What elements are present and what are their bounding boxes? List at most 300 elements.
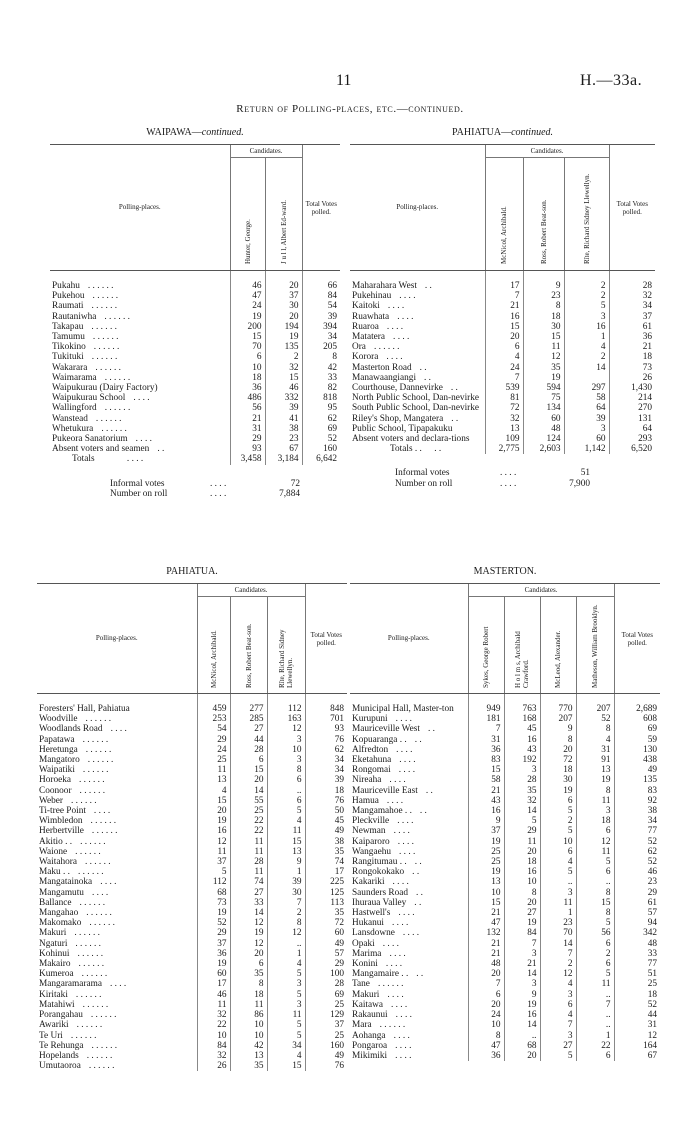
total-votes-cell: 76 — [305, 735, 347, 745]
candidate-votes-cell: 6 — [468, 990, 504, 1000]
polling-place-cell — [350, 877, 468, 887]
waipawa-title — [50, 127, 340, 138]
polling-place-cell — [350, 403, 485, 413]
polling-place-name: Mangamaire . . — [352, 969, 409, 980]
candidate-votes-cell: 3 — [267, 755, 305, 765]
polling-place-name: Raumati — [52, 301, 84, 312]
candidate-votes-cell: 43 — [468, 796, 504, 806]
leader-dots: . . . . — [395, 1040, 412, 1051]
table-row — [350, 735, 660, 745]
leader-dots: . . . . — [386, 321, 404, 332]
roll-label: Number on roll — [110, 489, 168, 500]
polling-place-name: Waione — [39, 846, 68, 857]
total-votes-cell: 35 — [305, 908, 347, 918]
table-row — [350, 271, 655, 292]
polling-place-cell — [37, 765, 197, 775]
candidate-votes-cell: 6 — [576, 867, 614, 877]
candidate-votes-cell: 594 — [523, 383, 564, 393]
page-title: Return of Polling-places, etc.—continued. — [236, 103, 464, 115]
candidate-votes-cell: 8 — [267, 765, 305, 775]
leader-dots: . . . . . . — [104, 403, 131, 414]
table-row — [37, 928, 347, 938]
candidate-votes-cell: 15 — [468, 898, 504, 908]
candidate-votes-cell: 20 — [504, 898, 540, 908]
leader-dots: . . . . — [500, 468, 517, 479]
candidate-votes-cell: 5 — [504, 816, 540, 826]
table-row — [37, 735, 347, 745]
candidate-votes-cell: 34 — [267, 1041, 305, 1051]
total-votes-cell: 46 — [614, 867, 660, 877]
polling-place-cell — [350, 724, 468, 734]
polling-place-cell — [37, 1000, 197, 1010]
candidate-votes-cell: 297 — [564, 383, 609, 393]
polling-place-name: Akitio . . — [39, 836, 73, 847]
candidate-votes-cell: 15 — [576, 898, 614, 908]
polling-place-name: Weber — [39, 795, 64, 806]
table-row — [350, 322, 655, 332]
leader-dots: . . — [425, 785, 433, 796]
total-votes-cell: 394 — [302, 322, 340, 332]
polling-place-name: Hamua — [352, 795, 379, 806]
polling-place-name: Ihuraua Valley — [352, 897, 407, 908]
table-row — [350, 1010, 660, 1020]
polling-place-cell — [37, 979, 197, 989]
leader-dots: . . . . — [393, 826, 410, 837]
table-row — [37, 1051, 347, 1061]
table-row — [350, 857, 660, 867]
total-votes-cell: 69 — [302, 424, 340, 434]
candidate-votes-cell: 12 — [576, 837, 614, 847]
leader-dots: . . — [451, 413, 459, 424]
polling-place-cell — [350, 816, 468, 826]
candidate-votes-cell: 18 — [523, 312, 564, 322]
leader-dots: . . . . — [390, 999, 408, 1010]
total-votes-cell: 52 — [614, 857, 660, 867]
polling-place-cell — [350, 271, 485, 292]
candidate-votes-cell: 2 — [265, 352, 302, 362]
leader-dots: . . . . — [397, 816, 414, 827]
candidate-votes-cell: 207 — [540, 714, 576, 724]
table-row — [350, 301, 655, 311]
polling-place-name: Porangahau — [39, 1010, 83, 1021]
candidate-votes-cell: 73 — [197, 898, 230, 908]
candidate-votes-cell: 7 — [540, 949, 576, 959]
polling-place-name: Waitahora — [39, 857, 77, 868]
leader-dots: . . — [419, 362, 427, 373]
table-row — [350, 1041, 660, 1051]
informal-value: 72 — [290, 478, 300, 489]
candidate-votes-cell: 2 — [564, 352, 609, 362]
total-votes-cell: 160 — [305, 1041, 347, 1051]
polling-places-header: Polling-places. — [350, 584, 468, 694]
candidate-votes-cell: 29 — [197, 735, 230, 745]
polling-place-cell — [37, 898, 197, 908]
polling-place-name: Ballance — [39, 897, 72, 908]
candidate-votes-cell: 6 — [576, 959, 614, 969]
total-votes-cell: 23 — [614, 877, 660, 887]
polling-place-cell — [350, 301, 485, 311]
candidate-votes-cell: 27 — [230, 724, 267, 734]
candidate-votes-cell: .. — [576, 877, 614, 887]
polling-place-cell — [50, 424, 230, 434]
informal-label: Informal votes — [110, 478, 165, 489]
polling-place-cell — [350, 775, 468, 785]
candidate-votes-cell: 20 — [468, 1000, 504, 1010]
polling-place-name: Marima — [352, 948, 382, 959]
candidate-votes-cell: 200 — [230, 322, 265, 332]
candidate-votes-cell: 16 — [564, 322, 609, 332]
leader-dots: . . . . — [389, 948, 406, 959]
candidate-votes-cell: 13 — [230, 1051, 267, 1061]
leader-dots: . . . . — [397, 836, 414, 847]
total-votes-cell: 44 — [614, 1010, 660, 1020]
polling-place-cell — [350, 786, 468, 796]
table-row — [350, 898, 660, 908]
waipawa-title-text: WAIPAWA— — [146, 127, 202, 138]
candidate-votes-cell: 7 — [504, 939, 540, 949]
candidate-votes-cell: 11 — [523, 342, 564, 352]
candidate-votes-cell: 192 — [504, 755, 540, 765]
leader-dots: . . — [424, 372, 432, 383]
candidate-votes-cell: 6 — [485, 342, 523, 352]
candidate-votes-cell: 19 — [197, 816, 230, 826]
polling-place-name: Public School, Tipapakuku — [352, 423, 453, 434]
polling-place-name: Pongaroa — [352, 1040, 388, 1051]
polling-place-name: Rangitumau . . — [352, 857, 407, 868]
candidate-votes-cell: 5 — [540, 826, 576, 836]
candidate-votes-cell: 24 — [468, 1010, 504, 1020]
total-votes-cell: 25 — [305, 1000, 347, 1010]
table-row — [350, 826, 660, 836]
candidate-votes-cell: 12 — [267, 724, 305, 734]
candidate-votes-cell: 14 — [504, 969, 540, 979]
leader-dots: . . . . . . — [91, 301, 118, 312]
total-votes-cell: 125 — [305, 888, 347, 898]
polling-place-name: Matahiwi — [39, 999, 75, 1010]
polling-place-cell — [50, 383, 230, 393]
polling-place-cell — [350, 765, 468, 775]
candidate-votes-cell: 43 — [504, 745, 540, 755]
leader-dots: . . — [414, 734, 422, 745]
table-row — [37, 775, 347, 785]
candidate-votes-cell: 14 — [230, 908, 267, 918]
leader-dots: . . . . . . — [87, 281, 114, 291]
candidate-votes-cell: 47 — [468, 918, 504, 928]
table-row — [37, 837, 347, 847]
totals-text: Totals — [72, 454, 95, 465]
polling-place-cell — [50, 393, 230, 403]
candidate-votes-cell: 29 — [504, 826, 540, 836]
polling-place-cell — [350, 959, 468, 969]
polling-place-name: Pukehinau — [352, 291, 392, 302]
table-row — [50, 291, 340, 301]
table-row — [50, 444, 340, 454]
candidate-votes-cell: 21 — [468, 949, 504, 959]
candidate-name: McLeod, Alexander. — [554, 630, 562, 688]
candidate-votes-cell: 32 — [504, 796, 540, 806]
total-votes-cell: 34 — [302, 332, 340, 342]
polling-place-name: Kaiparoro — [352, 836, 390, 847]
polling-place-cell — [50, 332, 230, 342]
candidate-header — [540, 597, 576, 694]
candidate-votes-cell: 10 — [197, 1031, 230, 1041]
candidate-votes-cell: 10 — [230, 363, 265, 373]
table-row — [50, 312, 340, 322]
total-votes-cell: 225 — [305, 877, 347, 887]
candidate-votes-cell: 5 — [267, 1020, 305, 1030]
table-row — [37, 990, 347, 1000]
polling-place-cell — [37, 724, 197, 734]
candidate-votes-cell: 6 — [576, 826, 614, 836]
candidate-votes-cell: 8 — [576, 888, 614, 898]
candidate-votes-cell: 112 — [197, 877, 230, 887]
table-row — [350, 291, 655, 301]
leader-dots: . . . . . . — [85, 714, 112, 725]
polling-place-name: Foresters' Hall, Pahiatua — [39, 704, 130, 714]
number-on-roll-row — [395, 479, 655, 490]
leader-dots: . . . . — [91, 887, 109, 898]
total-votes-cell: 49 — [305, 939, 347, 949]
candidate-votes-cell: 1 — [267, 867, 305, 877]
candidate-votes-cell: 3 — [564, 424, 609, 434]
candidate-votes-cell: 3 — [267, 1000, 305, 1010]
leader-dots: . . — [419, 806, 427, 817]
candidate-votes-cell: 207 — [576, 694, 614, 715]
total-votes-header: Total Votes polled. — [302, 145, 340, 271]
candidate-votes-cell: 27 — [504, 908, 540, 918]
total-votes-cell: 205 — [302, 342, 340, 352]
leader-dots: . . . . — [393, 1030, 410, 1041]
polling-place-cell — [350, 291, 485, 301]
polling-place-cell — [350, 847, 468, 857]
candidate-votes-cell: 24 — [230, 301, 265, 311]
candidate-name: Ross, Robert Beat-son. — [244, 623, 253, 688]
masterton-table — [350, 583, 660, 1061]
candidate-votes-cell: 47 — [230, 291, 265, 301]
masterton-title: MASTERTON. — [473, 566, 537, 577]
candidate-votes-cell: 7 — [468, 724, 504, 734]
candidate-name: Rîte, Richard Sidney Llewellyn. — [582, 173, 591, 264]
total-votes-cell: 76 — [305, 1061, 347, 1071]
polling-place-name: Waipukurau School — [52, 393, 126, 404]
polling-places-header: Polling-places. — [50, 145, 230, 271]
table-row — [50, 363, 340, 373]
candidate-votes-cell: 39 — [564, 414, 609, 424]
table-row — [350, 939, 660, 949]
leader-dots: . . . . . . — [92, 332, 119, 343]
candidate-votes-cell: 20 — [504, 847, 540, 857]
candidate-votes-cell: 23 — [523, 291, 564, 301]
candidate-votes-cell: 181 — [468, 714, 504, 724]
table-row — [37, 745, 347, 755]
candidate-votes-cell: 21 — [504, 959, 540, 969]
candidate-votes-cell: 5 — [197, 867, 230, 877]
polling-place-name: Waipukurau (Dairy Factory) — [52, 383, 158, 394]
table-row — [37, 1041, 347, 1051]
table-row — [350, 979, 660, 989]
candidate-votes-cell: 11 — [267, 826, 305, 836]
table-row — [350, 877, 660, 887]
table-row — [50, 332, 340, 342]
leader-dots: . . . . — [399, 291, 416, 302]
leader-dots: . . . . . . — [104, 311, 130, 322]
table-row — [37, 826, 347, 836]
table-row — [37, 857, 347, 867]
polling-place-name: Rongokokako — [352, 867, 405, 878]
table-row — [350, 332, 655, 342]
leader-dots: . . . . — [387, 301, 405, 312]
polling-place-cell — [350, 1051, 468, 1061]
table-row — [37, 755, 347, 765]
candidate-votes-cell: 16 — [504, 735, 540, 745]
candidate-votes-cell: 15 — [265, 373, 302, 383]
polling-place-cell — [350, 857, 468, 867]
polling-place-cell — [37, 1051, 197, 1061]
candidate-votes-cell: 30 — [540, 775, 576, 785]
candidate-votes-cell: 5 — [576, 857, 614, 867]
table-row — [37, 979, 347, 989]
candidate-votes-cell: 5 — [267, 806, 305, 816]
candidates-header: Candidates. — [485, 145, 609, 158]
candidate-votes-cell: 13 — [197, 775, 230, 785]
candidate-votes-cell: 56 — [576, 928, 614, 938]
table-row — [350, 403, 655, 413]
candidate-votes-cell: 11 — [576, 847, 614, 857]
total-votes-cell: 29 — [305, 959, 347, 969]
polling-place-cell — [37, 1010, 197, 1020]
total-votes-cell: 848 — [305, 694, 347, 715]
candidate-votes-cell: 36 — [230, 383, 265, 393]
leader-dots: . . . . — [386, 352, 403, 363]
total-votes-cell: 66 — [302, 271, 340, 292]
total-votes-cell: 818 — [302, 393, 340, 403]
candidate-votes-cell: 5 — [267, 990, 305, 1000]
candidate-votes-cell: 4 — [197, 786, 230, 796]
leader-dots: . . . . . . — [88, 1061, 115, 1072]
candidate-votes-cell: 72 — [540, 755, 576, 765]
polling-place-cell — [37, 786, 197, 796]
leader-dots: . . . . . . — [75, 989, 102, 1000]
candidate-votes-cell: 20 — [230, 775, 267, 785]
candidate-header — [267, 597, 305, 694]
candidate-votes-cell: 16 — [504, 1010, 540, 1020]
candidate-votes-cell: 15 — [230, 332, 265, 342]
candidate-votes-cell: 11 — [197, 847, 230, 857]
candidate-name: J u l l, Albert Ed-ward. — [279, 200, 288, 264]
candidate-votes-cell: 74 — [230, 877, 267, 887]
polling-place-name: Hopelands — [39, 1050, 79, 1061]
total-votes-header: Total Votes polled. — [614, 584, 660, 694]
candidate-votes-cell: 15 — [267, 1061, 305, 1071]
polling-place-name: Waimarama — [52, 372, 97, 383]
candidate-votes-cell: 10 — [504, 877, 540, 887]
polling-place-name: Takapau — [52, 321, 84, 332]
total-votes-cell: 72 — [305, 918, 347, 928]
waipawa-table — [50, 144, 340, 465]
candidate-votes-cell: 21 — [230, 414, 265, 424]
polling-place-cell — [350, 918, 468, 928]
leader-dots: . . — [416, 969, 424, 980]
total-votes-cell: 37 — [609, 312, 655, 322]
candidate-votes-cell: 8 — [523, 301, 564, 311]
polling-place-cell — [350, 342, 485, 352]
polling-place-name: Rongomai — [352, 765, 391, 776]
candidate-header — [576, 597, 614, 694]
candidate-votes-cell: 3 — [267, 735, 305, 745]
candidate-votes-cell: 23 — [265, 434, 302, 444]
total-votes-cell: 26 — [609, 373, 655, 383]
candidate-votes-cell: 9 — [540, 724, 576, 734]
total-votes-cell: 64 — [609, 424, 655, 434]
table-row — [350, 796, 660, 806]
candidate-header — [504, 597, 540, 694]
total-votes-cell: 52 — [302, 434, 340, 444]
table-row — [350, 694, 660, 715]
candidate-votes-cell: 35 — [504, 786, 540, 796]
table-row — [350, 990, 660, 1000]
leader-dots: . . . . — [395, 714, 412, 725]
table-row — [350, 847, 660, 857]
polling-place-name: Korora — [352, 352, 379, 363]
polling-place-cell — [350, 928, 468, 938]
candidate-votes-cell: 949 — [468, 694, 504, 715]
candidate-name: Sykes, George Robert — [482, 626, 490, 688]
total-votes-cell: 342 — [614, 928, 660, 938]
candidate-votes-cell: 17 — [485, 271, 523, 292]
pahiatua-cont-summary — [350, 468, 655, 489]
candidate-votes-cell: 25 — [197, 755, 230, 765]
total-votes-cell: 74 — [305, 857, 347, 867]
leader-dots: . . . . . . — [86, 908, 112, 919]
candidate-votes-cell: 37 — [265, 291, 302, 301]
total-votes-cell: 83 — [614, 786, 660, 796]
candidate-name: Rîte, Richard Sidney Llewellyn. — [278, 629, 294, 688]
polling-place-cell — [350, 363, 485, 373]
polling-place-cell — [350, 898, 468, 908]
candidate-votes-cell: 37 — [197, 939, 230, 949]
leader-dots: . . . . — [399, 846, 416, 857]
candidate-votes-cell: 14 — [540, 939, 576, 949]
candidate-votes-cell: 135 — [265, 342, 302, 352]
leader-dots: . . . . — [389, 775, 406, 786]
polling-place-name: Woodville — [39, 714, 78, 725]
candidate-votes-cell: 14 — [504, 806, 540, 816]
candidate-votes-cell: 19 — [576, 775, 614, 785]
total-votes-cell: 36 — [609, 332, 655, 342]
table-row — [37, 898, 347, 908]
candidate-votes-cell: .. — [504, 1031, 540, 1041]
candidate-votes-cell: 39 — [267, 877, 305, 887]
polling-place-name: Makuri — [352, 989, 380, 1000]
total-votes-cell: 84 — [302, 291, 340, 301]
leader-dots: . . — [412, 867, 420, 878]
candidate-votes-cell: 24 — [485, 363, 523, 373]
total-votes-cell: 35 — [305, 847, 347, 857]
polling-place-cell — [350, 888, 468, 898]
polling-place-name: Kurupuni — [352, 714, 388, 725]
candidate-votes-cell: 5 — [576, 918, 614, 928]
table-row — [350, 816, 660, 826]
polling-place-name: Kumeroa — [39, 969, 74, 980]
polling-place-cell — [37, 969, 197, 979]
candidate-votes-cell: 19 — [230, 312, 265, 322]
total-votes-cell: 61 — [614, 898, 660, 908]
candidates-header: Candidates. — [230, 145, 302, 158]
candidate-votes-cell: 52 — [197, 918, 230, 928]
table-row — [37, 806, 347, 816]
polling-place-name: Makairo — [39, 959, 71, 970]
masterton-section — [350, 566, 660, 1061]
